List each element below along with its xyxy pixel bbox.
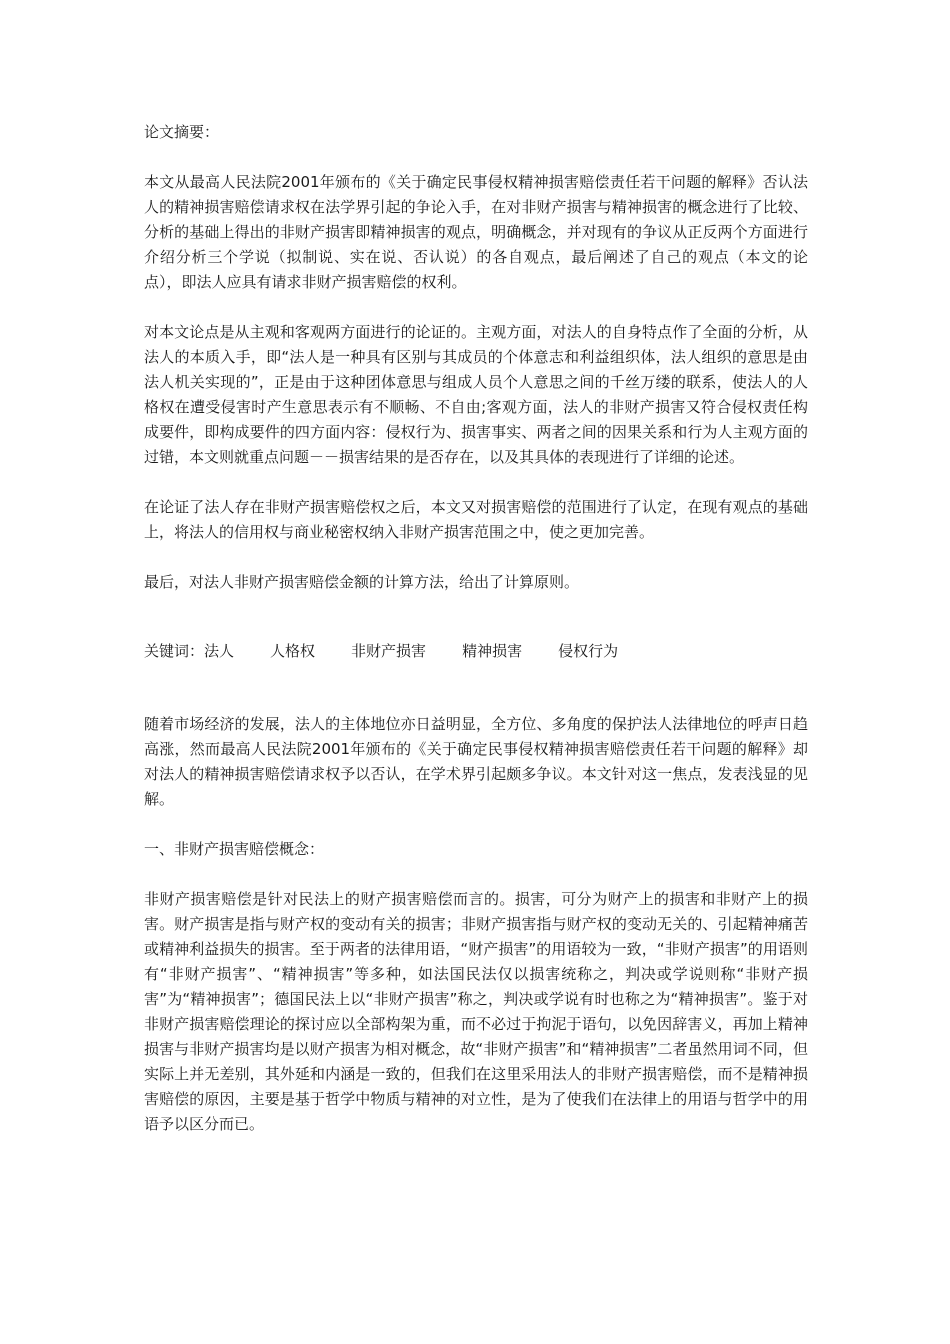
section-1-body: 非财产损害赔偿是针对民法上的财产损害赔偿而言的。损害，可分为财产上的损害和非财产上的损害。财产损害是指与财产权的变动有关的损害；非财产损害指与财产权的变动无关的、引起精神痛苦或精神利益损失的损害。至于两者的法律用语，“财产损害”的用语较为一致，“非财产损害”的用语则有“非财产损害”、“精神损害”等多种，如法国民法仅以损害统称之，判决或学说则称“非财产损害”为“精神损害”；德国民法上以“非财产损害”称之，判决或学说有时也称之为“精神损害”。鉴于对非财产损害赔偿理论的探讨应以全部构架为重，而不必过于拘泥于语句，以免因辞害义，再加上精神损害与非财产损害均是以财产损害为相对概念，故“非财产损害”和“精神损害”二者虽然用词不同，但实际上并无差别，其外延和内涵是一致的，但我们在这里采用法人的非财产损害赔偿，而不是精神损害赔偿的原因，主要是基于哲学中物质与精神的对立性，是为了使我们在法律上的用语与哲学中的用语予以区分而已。 (144, 890, 808, 1133)
keyword-item: 侵权行为 (558, 642, 619, 660)
section-1-heading: 一、非财产损害赔偿概念： (144, 840, 325, 858)
keyword-item: 法人 (204, 642, 235, 660)
keyword-item: 精神损害 (462, 642, 523, 660)
intro-paragraph: 随着市场经济的发展，法人的主体地位亦日益明显，全方位、多角度的保护法人法律地位的呼声日趋高涨，然而最高人民法院2001年颁布的《关于确定民事侵权精神损害赔偿责任若干问题的解释》却对法人的精神损害赔偿请求权予以否认，在学术界引起颇多争议。本文针对这一焦点，发表浅显的见解。 (144, 715, 808, 808)
abstract-paragraph-2: 对本文论点是从主观和客观两方面进行的论证的。主观方面，对法人的自身特点作了全面的分析，从法人的本质入手，即“法人是一种具有区别与其成员的个体意志和利益组织体，法人组织的意思是由法人机关实现的”，正是由于这种团体意思与组成人员个人意思之间的千丝万缕的联系，使法人的人格权在遭受侵害时产生意思表示有不顺畅、不自由;客观方面，法人的非财产损害又符合侵权责任构成要件，即构成要件的四方面内容：侵权行为、损害事实、两者之间的因果关系和行为人主观方面的过错，本文则就重点问题－－损害结果的是否存在，以及其具体的表现进行了详细的论述。 (144, 323, 808, 466)
abstract-paragraph-3: 在论证了法人存在非财产损害赔偿权之后，本文又对损害赔偿的范围进行了认定，在现有观点的基础上，将法人的信用权与商业秘密权纳入非财产损害范围之中，使之更加完善。 (144, 498, 808, 541)
keyword-item: 非财产损害 (351, 642, 427, 660)
abstract-heading: 论文摘要： (144, 123, 220, 141)
abstract-paragraph-1: 本文从最高人民法院2001年颁布的《关于确定民事侵权精神损害赔偿责任若干问题的解释》否认法人的精神损害赔偿请求权在法学界引起的争论入手，在对非财产损害与精神损害的概念进行了比较、分析的基础上得出的非财产损害即精神损害的观点，明确概念，并对现有的争议从正反两个方面进行介绍分析三个学说（拟制说、实在说、否认说）的各自观点，最后阐述了自己的观点（本文的论点），即法人应具有请求非财产损害赔偿的权利。 (144, 173, 808, 291)
keyword-item: 人格权 (270, 642, 316, 660)
abstract-paragraph-4: 最后，对法人非财产损害赔偿金额的计算方法，给出了计算原则。 (144, 573, 580, 591)
document-page (144, 120, 808, 1137)
keywords-line (144, 639, 808, 664)
keywords-label: 关键词： (144, 642, 205, 660)
